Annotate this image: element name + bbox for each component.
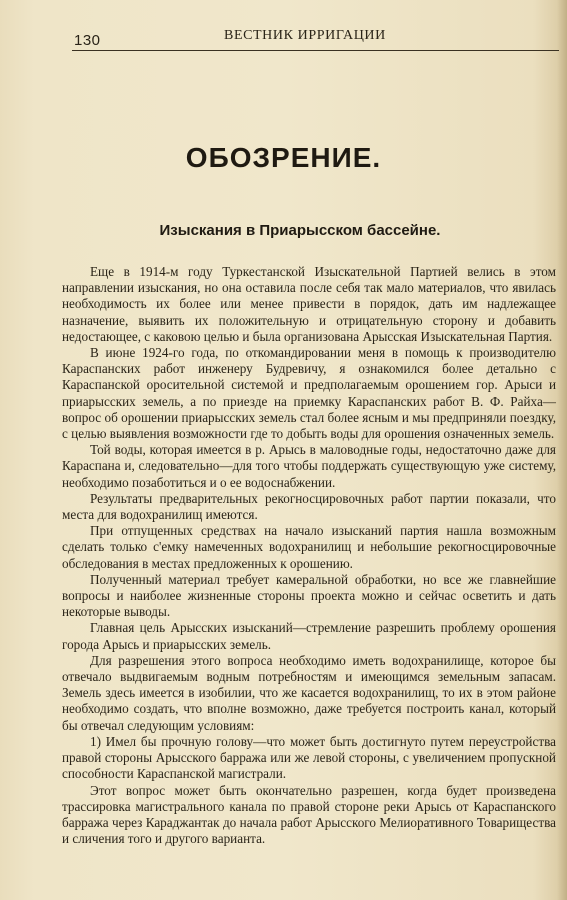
- paragraph: В июне 1924-го года, по откомандировании меня в помощь к производителю Караспанских работ инженеру Будревичу, я ознакомился более детально с Караспанской оросительной системой и предполагаемым орошением гор. Арыси и приарысских земель, а по приезде на приемку Караспанских работ В. Ф. Райха—вопрос об орошении приарысских земель стал более ясным и мы предприняли поездку, с целью выявления возможности где то добыть воды для орошения означенных земель.: [62, 345, 556, 442]
- header-rule: [72, 50, 559, 51]
- article-title: Изыскания в Приарысском бассейне.: [159, 222, 441, 239]
- page-header: [74, 28, 557, 52]
- paragraph: Результаты предварительных рекогносцировочных работ партии показали, что места для водохранилищ имеются.: [62, 490, 556, 523]
- paragraph: Полученный материал требует камеральной обработки, но все же главнейшие вопросы и наиболее жизненные стороны проекта можно и сейчас осветить и дать некоторые выводы.: [62, 571, 556, 620]
- paragraph: Еще в 1914-м году Туркестанской Изыскательной Партией велись в этом направлении изыскания, но она оставила после себя так мало материалов, что явилась необходимость их более или менее привести в порядок, дать им надлежащее назначение, выявить их положительную и отрицательную сторону и добавить недостающее, с каковою целью и была организована Арысская Изыскательная Партия.: [62, 264, 556, 344]
- article-body: [62, 264, 556, 847]
- paragraph: Главная цель Арысских изысканий—стремление разрешить проблему орошения города Арысь и приарысских земель.: [62, 620, 556, 652]
- page-edge-shadow: [557, 0, 567, 900]
- paragraph: 1) Имел бы прочную голову—что может быть достигнуто путем переустройства правой стороны Арысского барража или же левой стороны, с увеличением пропускной способности Караспанской магистрали.: [62, 733, 556, 782]
- paragraph: Для разрешения этого вопроса необходимо иметь водохранилище, которое бы отвечало выдвигаемым водным потребностям и имеющимся земельным запасам. Земель здесь имеется в изобилии, что же касается водохранилищ, то их в этом районе необходимо создать, что вполне возможно, даже требуется построить канал, который бы отвечал следующим условиям:: [62, 652, 556, 733]
- page-number: 130: [74, 32, 101, 49]
- paragraph: Той воды, которая имеется в р. Арысь в маловодные годы, недостаточно даже для Караспана и, следовательно—для того чтобы поддержать существующую уже систему, необходимо позаботиться и о ее водоснабжении.: [62, 442, 556, 490]
- running-head: ВЕСТНИК ИРРИГАЦИИ: [224, 28, 386, 43]
- paragraph: Этот вопрос может быть окончательно разрешен, когда будет произведена трассировка магистрального канала по правой стороне реки Арысь от Караспанского барража через Караджантак до начала работ Арысского Мелиоративного Товарищества и сличения того и другого варианта.: [62, 782, 556, 847]
- paragraph: При отпущенных средствах на начало изысканий партия нашла возможным сделать только с'емку намеченных водохранилищ и небольшие рекогносцировочные обследования в местах предложенных к орошению.: [62, 523, 556, 571]
- section-title: ОБОЗРЕНИЕ.: [185, 142, 382, 173]
